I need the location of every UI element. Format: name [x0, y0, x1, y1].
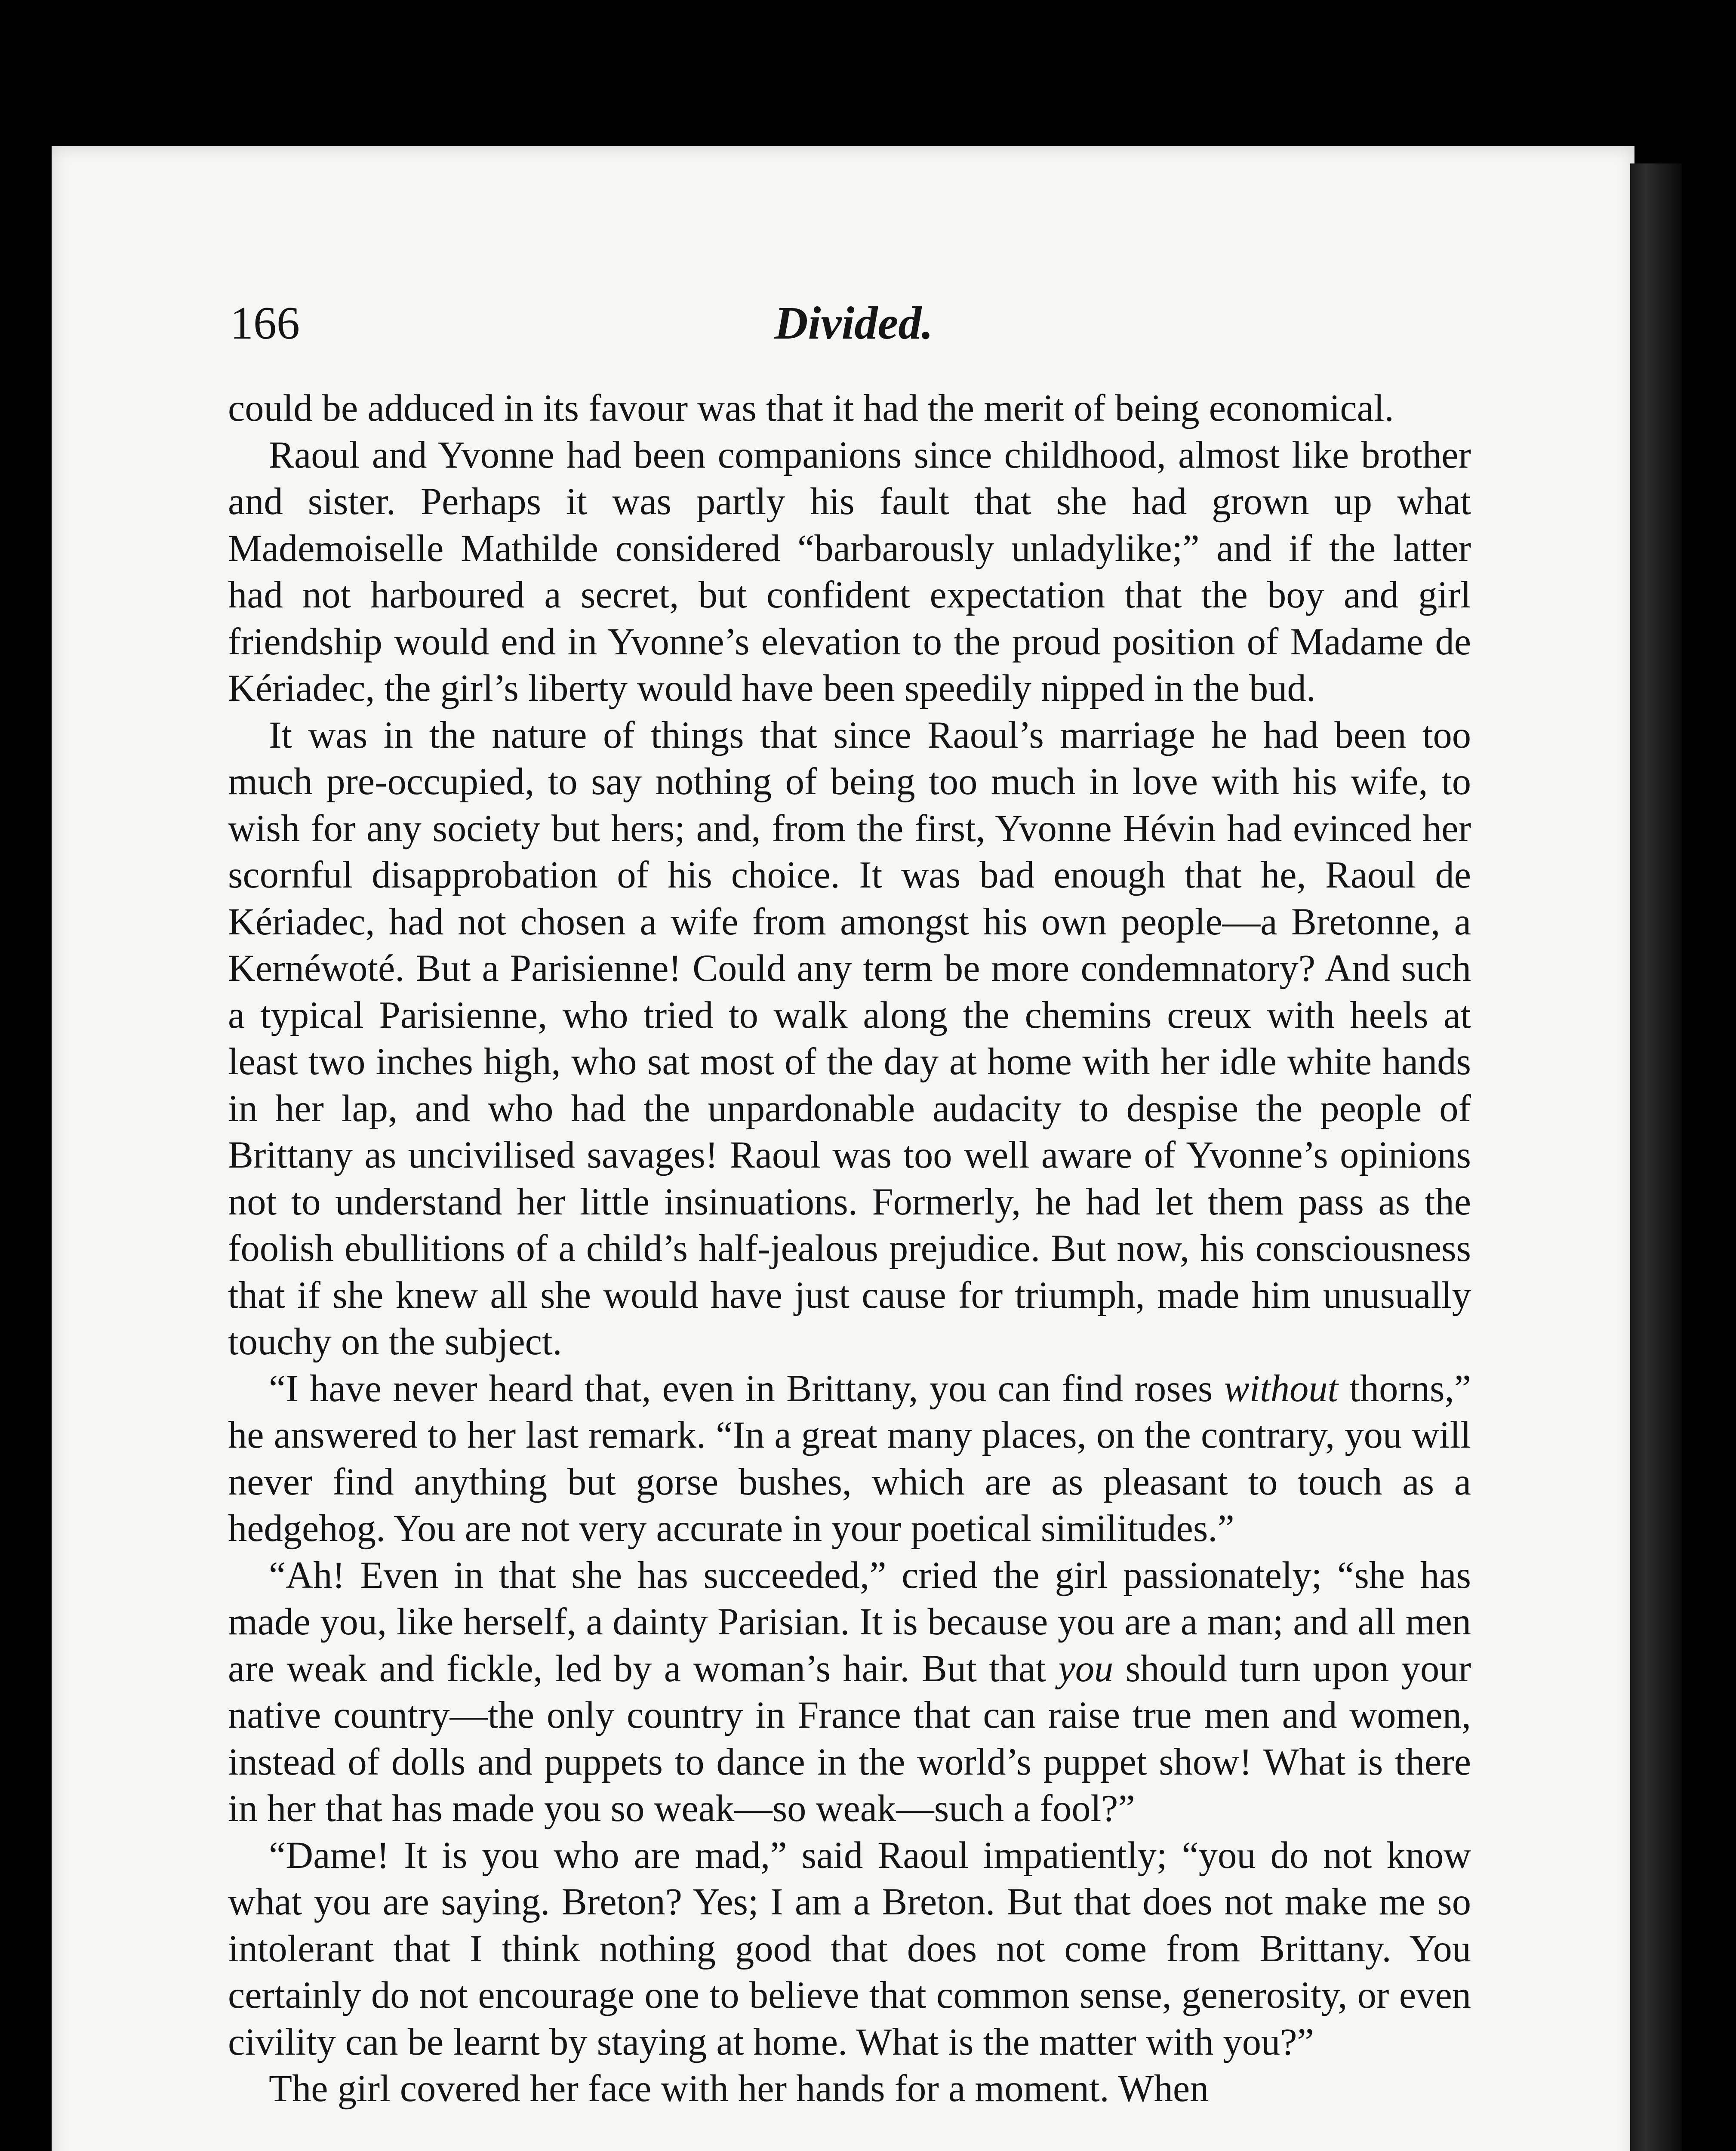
emphasis-text: without — [1224, 1367, 1339, 1410]
text-segment: could be adduced in its favour was that it had the merit of being economical. — [228, 387, 1394, 429]
page-number: 166 — [230, 298, 300, 349]
text-segment: thorns,” he answered to her last remark. “In a great many places, on the contrary, you will never find anything but gorse bushes, which are as pleasant to touch as a hedgehog. You are not very accurate in your poetical similitudes.” — [228, 1367, 1471, 1550]
body-text — [228, 385, 1471, 2112]
facing-page-edge — [1630, 163, 1682, 2151]
paragraph — [228, 712, 1471, 1365]
paragraph — [228, 1365, 1471, 1552]
paragraph — [228, 1832, 1471, 2066]
text-segment: “I have never heard that, even in Brittany, you can find roses — [269, 1367, 1224, 1410]
text-segment: “Dame! It is you who are mad,” said Raoul impatiently; “you do not know what you are saying. Breton? Yes; I am a Breton. But that does not make me so intolerant that I think nothing good that does not come from Brittany. You certainly do not encourage one to believe that common sense, generosity, or even civility can be learnt by staying at home. What is the matter with you?” — [228, 1834, 1471, 2063]
text-segment: The girl covered her face with her hands for a moment. When — [269, 2068, 1209, 2110]
text-segment: “Ah! Even in that she has succeeded,” cried the girl passionately; “she has made you, like herself, a dainty Parisian. It is because you are a man; and all men are weak and fickle, led by a woman’s hair. But that — [228, 1554, 1471, 1690]
paragraph — [228, 385, 1471, 432]
running-head: Divided. — [774, 298, 933, 349]
text-segment: Raoul and Yvonne had been companions since childhood, almost like brother and sister. Perhaps it was partly his fault that she had grown up what Mademoiselle Mathilde considered “barbarously unladylike;” and if the latter had not harboured a secret, but confident expectation that the boy and girl friendship would end in Yvonne’s elevation to the proud position of Madame de Kériadec, the girl’s liberty would have been speedily nipped in the bud. — [228, 434, 1471, 709]
paragraph — [228, 1552, 1471, 1832]
paragraph — [228, 2065, 1471, 2112]
page-header — [230, 297, 1477, 366]
emphasis-text: you — [1058, 1647, 1114, 1690]
text-segment: should turn upon your native country—the only country in France that can raise true men and women, instead of dolls and puppets to dance in the world’s puppet show! What is there in her that has made you so weak—so weak—such a fool?” — [228, 1647, 1471, 1830]
paragraph — [228, 432, 1471, 712]
text-segment: It was in the nature of things that since Raoul’s marriage he had been too much pre-occupied, to say nothing of being too much in love with his wife, to wish for any society but hers; and, from the first, Yvonne Hévin had evinced her scornful disapprobation of his choice. It was bad enough that he, Raoul de Kériadec, had not chosen a wife from amongst his own people—a Bretonne, a Kernéwoté. But a Parisienne! Could any term be more condemnatory? And such a typical Parisienne, who tried to walk along the chemins creux with heels at least two inches high, who sat most of the day at home with her idle white hands in her lap, and who had the unpardonable audacity to despise the people of Brittany as uncivilised savages! Raoul was too well aware of Yvonne’s opinions not to understand her little insinuations. Formerly, he had let them pass as the foolish ebullitions of a child’s half-jealous prejudice. But now, his consciousness that if she knew all she would have just cause for triumph, made him unusually touchy on the subject. — [228, 714, 1471, 1363]
